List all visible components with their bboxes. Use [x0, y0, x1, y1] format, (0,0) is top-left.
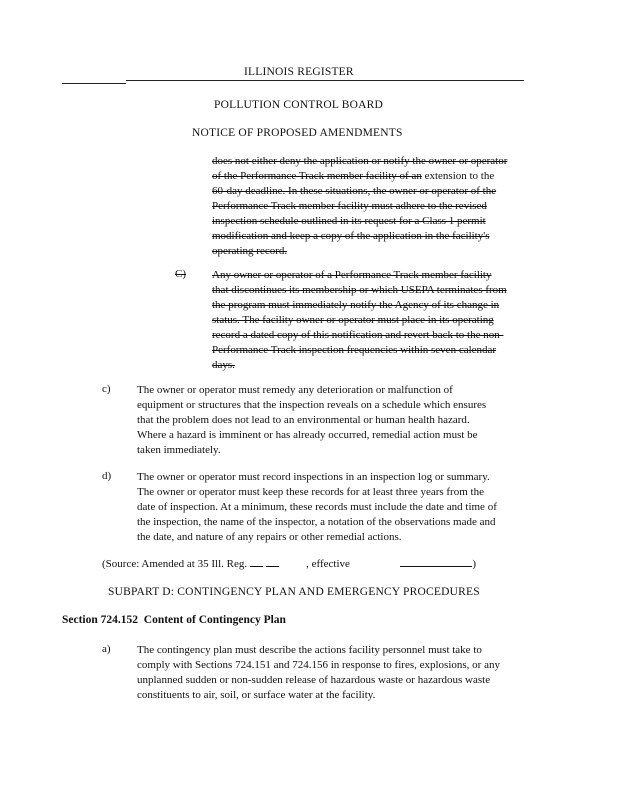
- struck-text: Performance Track inspection frequencies within seven calendar: [212, 344, 497, 356]
- item-a-label: a): [102, 643, 111, 655]
- struck-text: does not either deny the application or notify the owner or operator: [212, 155, 508, 167]
- item-c-label: C): [175, 268, 186, 280]
- struck-text: modification and keep a copy of the application in the facility's: [212, 230, 490, 242]
- item-c-line-7: [212, 358, 235, 373]
- blank-page: [266, 556, 279, 567]
- item-c-lower-line-1: The owner or operator must remedy any deterioration or malfunction of: [137, 384, 453, 396]
- header-left-rule: [62, 83, 126, 84]
- struck-text: record a dated copy of this notification and revert back to the non-: [212, 329, 504, 341]
- board-title: POLLUTION CONTROL BOARD: [214, 99, 384, 111]
- para-cont-line-4: [212, 199, 487, 214]
- struck-text: the program must immediately notify the Agency of its change in: [212, 299, 500, 311]
- item-d-label: d): [102, 470, 112, 482]
- struck-text: that discontinues its membership or which USEPA terminates from: [212, 284, 507, 296]
- para-cont-line-6: [212, 229, 490, 244]
- item-c-line-1: [212, 268, 492, 283]
- para-cont-line-3: [212, 184, 496, 199]
- item-c-line-3: [212, 298, 499, 313]
- item-a-line-3: unplanned sudden or non-sudden release of hazardous waste or hazardous waste: [137, 674, 491, 686]
- para-cont-line-1: [212, 154, 507, 169]
- source-close: ): [472, 558, 477, 570]
- effective-label: , effective: [306, 558, 350, 570]
- header-rule: [126, 80, 524, 81]
- item-a-line-4: constituents to air, soil, or surface water at the facility.: [137, 689, 376, 701]
- struck-text: operating record.: [212, 245, 288, 257]
- blank-volume: [250, 556, 263, 567]
- item-c-lower-line-2: equipment or structures that the inspection reveals on a schedule which ensures: [137, 399, 487, 411]
- item-c-lower-line-3: that the problem does not lead to an environmental or human health hazard.: [137, 414, 470, 426]
- item-c-line-4: [212, 313, 494, 328]
- struck-text: 60-day deadline. In these situations, the owner or operator of the: [212, 185, 497, 197]
- item-d-line-3: date of inspection. At a minimum, these records must include the date and time of: [137, 501, 497, 513]
- item-c-lower-line-5: taken immediately.: [137, 444, 221, 456]
- register-title: ILLINOIS REGISTER: [244, 66, 354, 78]
- item-d-line-5: the date, and nature of any repairs or other remedial actions.: [137, 531, 402, 543]
- struck-text: status. The facility owner or operator must place in its operating: [212, 314, 494, 326]
- item-c-line-6: [212, 343, 496, 358]
- para-cont-line-2: [212, 169, 494, 184]
- blank-date: [400, 556, 472, 567]
- para-cont-line-7: [212, 244, 287, 259]
- section-number: Section 724.152: [62, 614, 139, 626]
- section-heading: [62, 614, 286, 626]
- struck-text: days.: [212, 359, 235, 371]
- item-a-line-1: The contingency plan must describe the actions facility personnel must take to: [137, 644, 482, 656]
- item-d-line-2: The owner or operator must keep these records for at least three years from the: [137, 486, 484, 498]
- item-d-line-1: The owner or operator must record inspections in an inspection log or summary.: [137, 471, 490, 483]
- item-c-line-5: [212, 328, 503, 343]
- item-d-line-4: the inspection, the name of the inspector, a notation of the observations made and: [137, 516, 496, 528]
- para-cont-line-5: [212, 214, 486, 229]
- section-title: Content of Contingency Plan: [143, 614, 286, 626]
- item-c-lower-label: c): [102, 383, 111, 395]
- notice-title: NOTICE OF PROPOSED AMENDMENTS: [192, 127, 403, 139]
- source-text: (Source: Amended at 35 Ill. Reg.: [102, 558, 248, 570]
- plain-text: extension to the: [421, 170, 495, 182]
- struck-text: Any owner or operator of a Performance Track member facility: [212, 269, 492, 281]
- struck-text: inspection schedule outlined in its request for a Class 1 permit: [212, 215, 486, 227]
- subpart-heading: SUBPART D: CONTINGENCY PLAN AND EMERGENCY PROCEDURES: [108, 586, 480, 598]
- struck-text: of the Performance Track member facility of an: [212, 170, 422, 182]
- source-note: [102, 556, 476, 572]
- struck-text: Performance Track member facility must adhere to the revised: [212, 200, 487, 212]
- item-c-lower-line-4: Where a hazard is imminent or has already occurred, remedial action must be: [137, 429, 478, 441]
- item-c-line-2: [212, 283, 507, 298]
- item-a-line-2: comply with Sections 724.151 and 724.156 in response to fires, explosions, or any: [137, 659, 500, 671]
